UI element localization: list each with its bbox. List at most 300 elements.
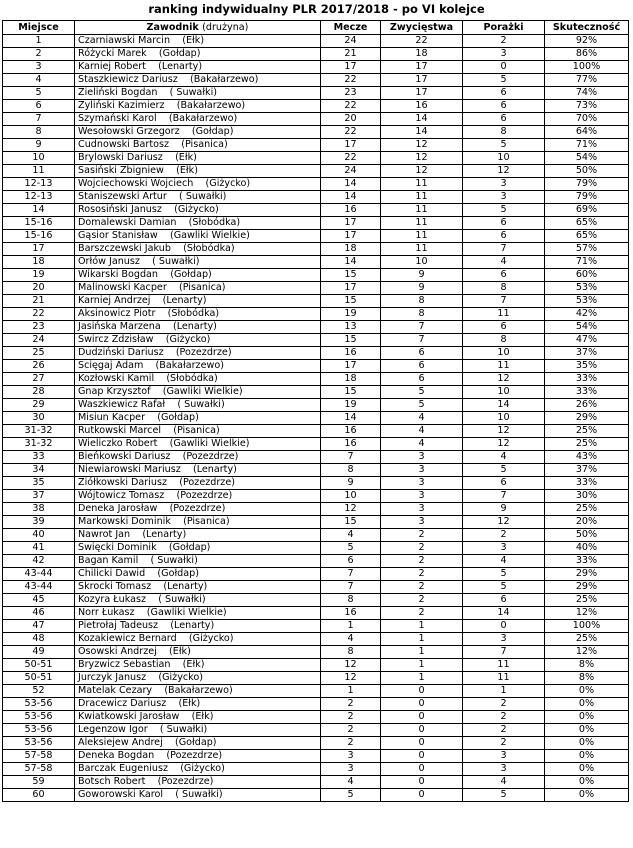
cell-place: 12-13 (3, 178, 75, 191)
cell-losses: 4 (463, 451, 545, 464)
player-name: Bryzwicz Sebastian (78, 659, 171, 670)
cell-place: 27 (3, 373, 75, 386)
player-name: Barczak Eugeniusz (78, 763, 168, 774)
cell-matches: 7 (321, 451, 381, 464)
cell-efficiency: 64% (545, 126, 629, 139)
cell-matches: 5 (321, 542, 381, 555)
spacer (145, 568, 157, 579)
cell-losses: 12 (463, 516, 545, 529)
cell-matches: 18 (321, 373, 381, 386)
player-name: Aksinowicz Piotr (78, 308, 156, 319)
cell-player (75, 269, 321, 282)
cell-losses: 0 (463, 61, 545, 74)
cell-player (75, 373, 321, 386)
cell-place: 17 (3, 243, 75, 256)
cell-losses: 2 (463, 698, 545, 711)
cell-place: 21 (3, 295, 75, 308)
cell-losses: 6 (463, 230, 545, 243)
cell-efficiency: 42% (545, 308, 629, 321)
cell-place: 33 (3, 451, 75, 464)
cell-wins: 11 (381, 217, 463, 230)
cell-player (75, 542, 321, 555)
cell-losses: 5 (463, 464, 545, 477)
cell-player (75, 87, 321, 100)
cell-player (75, 568, 321, 581)
cell-place: 53-56 (3, 724, 75, 737)
cell-player (75, 165, 321, 178)
cell-efficiency: 0% (545, 750, 629, 763)
player-name: Ziółkowski Dariusz (78, 477, 168, 488)
cell-wins: 2 (381, 581, 463, 594)
cell-matches: 2 (321, 737, 381, 750)
cell-efficiency: 79% (545, 178, 629, 191)
cell-losses: 10 (463, 152, 545, 165)
spacer (157, 503, 169, 514)
cell-place: 31-32 (3, 425, 75, 438)
cell-losses: 14 (463, 607, 545, 620)
cell-place: 7 (3, 113, 75, 126)
player-name: Wójtowicz Tomasz (78, 490, 165, 501)
spacer (168, 763, 180, 774)
cell-player (75, 776, 321, 789)
table-row (3, 646, 629, 659)
cell-place: 11 (3, 165, 75, 178)
player-team: ( Suwałki) (159, 724, 208, 735)
cell-wins: 0 (381, 737, 463, 750)
table-row (3, 607, 629, 620)
player-team: ( Suwałki) (177, 399, 225, 410)
table-row (3, 594, 629, 607)
cell-place: 12-13 (3, 191, 75, 204)
spacer (162, 204, 174, 215)
player-name: Bieńkowski Dariusz (78, 451, 171, 462)
player-name: Wieliczko Robert (78, 438, 158, 449)
cell-place: 50-51 (3, 672, 75, 685)
player-name: Gąsior Stanisław (78, 230, 158, 241)
cell-losses: 11 (463, 308, 545, 321)
cell-wins: 1 (381, 620, 463, 633)
cell-losses: 2 (463, 35, 545, 48)
header-wins: Zwycięstwa (381, 21, 463, 35)
player-name: Bagan Kamil (78, 555, 139, 566)
cell-matches: 15 (321, 516, 381, 529)
cell-losses: 2 (463, 724, 545, 737)
cell-place: 30 (3, 412, 75, 425)
cell-place: 14 (3, 204, 75, 217)
cell-wins: 12 (381, 152, 463, 165)
player-name: Kozakiewicz Bernard (78, 633, 177, 644)
cell-losses: 3 (463, 542, 545, 555)
cell-efficiency: 86% (545, 48, 629, 61)
table-row (3, 373, 629, 386)
cell-player (75, 503, 321, 516)
cell-matches: 16 (321, 438, 381, 451)
cell-player (75, 347, 321, 360)
spacer (143, 360, 155, 371)
cell-wins: 14 (381, 126, 463, 139)
cell-player (75, 581, 321, 594)
table-row (3, 48, 629, 61)
cell-wins: 2 (381, 594, 463, 607)
table-row (3, 217, 629, 230)
cell-losses: 10 (463, 347, 545, 360)
cell-place: 29 (3, 399, 75, 412)
table-row (3, 191, 629, 204)
cell-losses: 5 (463, 581, 545, 594)
cell-player (75, 425, 321, 438)
cell-losses: 14 (463, 399, 545, 412)
table-row (3, 152, 629, 165)
cell-matches: 17 (321, 230, 381, 243)
player-team: (Gołdap) (168, 542, 211, 553)
cell-wins: 0 (381, 776, 463, 789)
spacer (148, 724, 160, 735)
player-name: Osowski Andrzej (78, 646, 157, 657)
spacer (158, 620, 170, 631)
player-team: (Pozezdrze) (176, 490, 233, 501)
player-name: Święcki Dominik (78, 542, 157, 553)
cell-losses: 11 (463, 659, 545, 672)
cell-wins: 11 (381, 178, 463, 191)
table-row (3, 477, 629, 490)
cell-player (75, 607, 321, 620)
cell-player (75, 737, 321, 750)
player-team: (Lenarty) (163, 581, 208, 592)
table-row (3, 334, 629, 347)
table-row (3, 438, 629, 451)
cell-losses: 8 (463, 334, 545, 347)
cell-efficiency: 77% (545, 74, 629, 87)
table-row (3, 256, 629, 269)
cell-wins: 0 (381, 685, 463, 698)
player-team: (Pozezdrze) (175, 347, 232, 358)
cell-efficiency: 33% (545, 373, 629, 386)
table-row (3, 295, 629, 308)
cell-place: 35 (3, 477, 75, 490)
cell-efficiency: 37% (545, 347, 629, 360)
player-name: Rososiński Janusz (78, 204, 162, 215)
table-row (3, 516, 629, 529)
player-team: (Gawliki Wielkie) (146, 607, 227, 618)
cell-matches: 16 (321, 347, 381, 360)
cell-player (75, 256, 321, 269)
player-team: ( Suwałki) (169, 87, 218, 98)
cell-place: 18 (3, 256, 75, 269)
player-team: (Bakałarzewo) (155, 360, 224, 371)
spacer (179, 711, 191, 722)
cell-player (75, 451, 321, 464)
spacer (140, 256, 152, 267)
player-team: (Ełk) (191, 711, 214, 722)
cell-player (75, 282, 321, 295)
player-team: (Ełk) (169, 646, 191, 657)
cell-place: 28 (3, 386, 75, 399)
cell-losses: 5 (463, 789, 545, 802)
cell-efficiency: 8% (545, 672, 629, 685)
spacer (164, 165, 176, 176)
cell-matches: 22 (321, 152, 381, 165)
table-row (3, 724, 629, 737)
cell-wins: 0 (381, 750, 463, 763)
player-team: (Pisanica) (173, 425, 220, 436)
spacer (146, 672, 158, 683)
table-row (3, 230, 629, 243)
cell-efficiency: 53% (545, 282, 629, 295)
cell-place: 38 (3, 503, 75, 516)
cell-efficiency: 65% (545, 217, 629, 230)
spacer (166, 698, 178, 709)
cell-matches: 2 (321, 724, 381, 737)
player-name: Dracewicz Dariusz (78, 698, 167, 709)
cell-place: 37 (3, 490, 75, 503)
cell-matches: 15 (321, 334, 381, 347)
cell-player (75, 386, 321, 399)
cell-matches: 18 (321, 243, 381, 256)
cell-place: 41 (3, 542, 75, 555)
cell-matches: 7 (321, 581, 381, 594)
ranking-rows (3, 35, 629, 802)
cell-efficiency: 12% (545, 607, 629, 620)
cell-place: 23 (3, 321, 75, 334)
cell-player (75, 295, 321, 308)
table-row (3, 776, 629, 789)
cell-losses: 10 (463, 412, 545, 425)
cell-matches: 3 (321, 750, 381, 763)
cell-player (75, 633, 321, 646)
spacer (154, 334, 166, 345)
cell-wins: 3 (381, 503, 463, 516)
spacer (146, 61, 158, 72)
spacer (170, 659, 182, 670)
spacer (170, 451, 182, 462)
table-row (3, 100, 629, 113)
cell-losses: 6 (463, 100, 545, 113)
player-team: (Lenarty) (172, 321, 217, 332)
cell-efficiency: 29% (545, 412, 629, 425)
cell-losses: 3 (463, 48, 545, 61)
player-name: Matelak Cezary (78, 685, 153, 696)
cell-matches: 23 (321, 87, 381, 100)
table-row (3, 269, 629, 282)
cell-player (75, 100, 321, 113)
table-row (3, 451, 629, 464)
cell-efficiency: 40% (545, 542, 629, 555)
cell-player (75, 152, 321, 165)
cell-player (75, 399, 321, 412)
table-row (3, 113, 629, 126)
table-row (3, 243, 629, 256)
cell-efficiency: 100% (545, 620, 629, 633)
player-name: Misiun Kacper (78, 412, 146, 423)
spacer (154, 373, 166, 384)
cell-efficiency: 37% (545, 464, 629, 477)
table-row (3, 568, 629, 581)
player-name: Jurczyk Janusz (78, 672, 147, 683)
cell-matches: 22 (321, 100, 381, 113)
cell-matches: 1 (321, 620, 381, 633)
cell-matches: 17 (321, 217, 381, 230)
cell-player (75, 204, 321, 217)
cell-matches: 2 (321, 698, 381, 711)
player-name: Kozyra Łukasz (78, 594, 147, 605)
cell-player (75, 360, 321, 373)
cell-wins: 3 (381, 477, 463, 490)
player-team: ( Suwałki) (175, 789, 223, 800)
player-name: Rutkowski Marcel (78, 425, 162, 436)
cell-efficiency: 47% (545, 334, 629, 347)
cell-efficiency: 54% (545, 321, 629, 334)
cell-matches: 4 (321, 776, 381, 789)
player-team: (Gawliki Wielkie) (169, 230, 250, 241)
table-row (3, 204, 629, 217)
cell-player (75, 724, 321, 737)
cell-losses: 2 (463, 737, 545, 750)
cell-losses: 6 (463, 321, 545, 334)
cell-efficiency: 29% (545, 568, 629, 581)
player-team: (Lenarty) (142, 529, 187, 540)
player-team: (Słobódka) (166, 373, 218, 384)
spacer (165, 100, 177, 111)
player-name: Norr Łukasz (78, 607, 135, 618)
player-team: (Lenarty) (158, 61, 203, 72)
spacer (180, 126, 192, 137)
spacer (177, 633, 189, 644)
cell-efficiency: 74% (545, 87, 629, 100)
cell-wins: 22 (381, 35, 463, 48)
cell-matches: 24 (321, 35, 381, 48)
player-name: Goworowski Karol (78, 789, 164, 800)
spacer (155, 308, 167, 319)
cell-losses: 12 (463, 425, 545, 438)
table-row (3, 529, 629, 542)
spacer (163, 152, 175, 163)
cell-player (75, 698, 321, 711)
player-team: (Słobódka) (183, 243, 235, 254)
cell-wins: 5 (381, 386, 463, 399)
spacer (164, 347, 176, 358)
spacer (169, 139, 181, 150)
cell-efficiency: 60% (545, 269, 629, 282)
cell-place: 24 (3, 334, 75, 347)
cell-wins: 4 (381, 438, 463, 451)
player-team: ( Suwałki) (152, 256, 200, 267)
cell-matches: 4 (321, 529, 381, 542)
cell-losses: 6 (463, 113, 545, 126)
cell-losses: 3 (463, 633, 545, 646)
cell-place: 9 (3, 139, 75, 152)
player-team: (Ełk) (178, 698, 201, 709)
cell-efficiency: 29% (545, 581, 629, 594)
cell-matches: 8 (321, 464, 381, 477)
cell-place: 25 (3, 347, 75, 360)
cell-wins: 4 (381, 425, 463, 438)
spacer (135, 607, 147, 618)
cell-place: 15-16 (3, 217, 75, 230)
player-team: (Gołdap) (191, 126, 234, 137)
cell-matches: 17 (321, 61, 381, 74)
cell-wins: 17 (381, 61, 463, 74)
player-team: (Bakałarzewo) (164, 685, 233, 696)
header-player-label: Zawodnik (146, 21, 199, 33)
cell-efficiency: 0% (545, 776, 629, 789)
cell-wins: 16 (381, 100, 463, 113)
cell-matches: 14 (321, 178, 381, 191)
player-name: Żyliński Kazimierz (78, 100, 165, 111)
cell-efficiency: 65% (545, 230, 629, 243)
cell-player (75, 61, 321, 74)
cell-losses: 12 (463, 438, 545, 451)
cell-player (75, 516, 321, 529)
player-team: (Ełk) (182, 659, 205, 670)
cell-wins: 3 (381, 464, 463, 477)
cell-losses: 3 (463, 191, 545, 204)
spacer (178, 74, 190, 85)
cell-matches: 14 (321, 256, 381, 269)
cell-place: 53-56 (3, 711, 75, 724)
spacer (154, 750, 166, 761)
player-name: Czarniawski Marcin (78, 35, 171, 46)
cell-place: 39 (3, 516, 75, 529)
player-team: (Gołdap) (157, 568, 199, 579)
cell-wins: 2 (381, 607, 463, 620)
cell-place: 40 (3, 529, 75, 542)
cell-wins: 14 (381, 113, 463, 126)
cell-wins: 6 (381, 360, 463, 373)
header-player (75, 21, 321, 35)
cell-wins: 11 (381, 230, 463, 243)
player-team: (Lenarty) (162, 295, 207, 306)
cell-matches: 3 (321, 763, 381, 776)
cell-wins: 17 (381, 74, 463, 87)
cell-losses: 7 (463, 295, 545, 308)
cell-player (75, 490, 321, 503)
cell-place: 6 (3, 100, 75, 113)
cell-player (75, 230, 321, 243)
cell-player (75, 685, 321, 698)
cell-wins: 0 (381, 698, 463, 711)
cell-efficiency: 73% (545, 100, 629, 113)
cell-matches: 12 (321, 659, 381, 672)
cell-place: 50-51 (3, 659, 75, 672)
cell-place: 53-56 (3, 737, 75, 750)
spacer (130, 529, 142, 540)
cell-matches: 8 (321, 594, 381, 607)
table-row (3, 425, 629, 438)
cell-losses: 7 (463, 243, 545, 256)
header-place: Miejsce (3, 21, 75, 35)
spacer (157, 646, 169, 657)
player-team: (Gołdap) (170, 269, 212, 280)
page-title: ranking indywidualny PLR 2017/2018 - po VI kolejce (148, 2, 485, 16)
cell-efficiency: 12% (545, 646, 629, 659)
cell-wins: 3 (381, 516, 463, 529)
player-name: Deneka Jarosław (78, 503, 158, 514)
cell-place: 45 (3, 594, 75, 607)
cell-player (75, 243, 321, 256)
player-team: (Gołdap) (174, 737, 217, 748)
table-row (3, 685, 629, 698)
cell-efficiency: 0% (545, 737, 629, 750)
cell-matches: 9 (321, 477, 381, 490)
table-row (3, 139, 629, 152)
player-name: Waszkiewicz Rafał (78, 399, 166, 410)
cell-player (75, 620, 321, 633)
player-team: (Lenarty) (170, 620, 215, 631)
cell-matches: 1 (321, 685, 381, 698)
cell-matches: 19 (321, 399, 381, 412)
spacer (163, 789, 175, 800)
cell-matches: 24 (321, 165, 381, 178)
